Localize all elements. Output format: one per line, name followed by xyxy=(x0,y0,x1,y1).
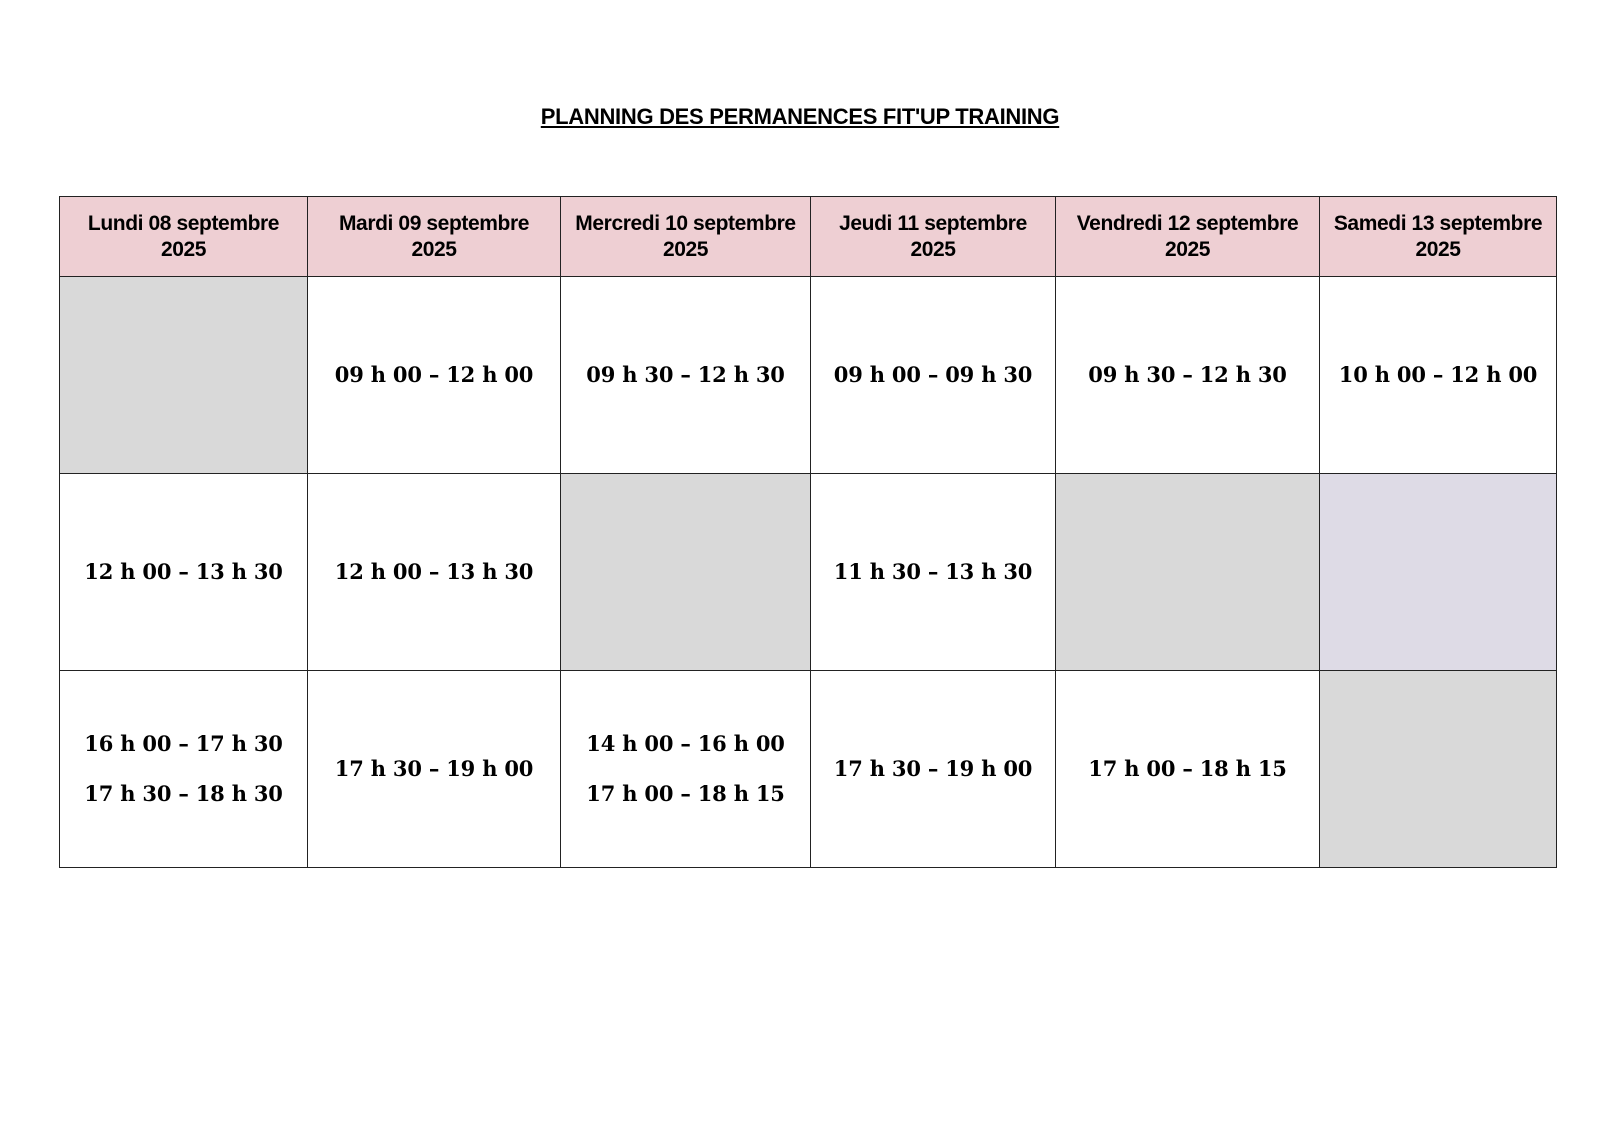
slot-cell-tuesday xyxy=(308,474,561,671)
day-name: Mercredi 10 septembre xyxy=(575,211,796,235)
day-name: Jeudi 11 septembre xyxy=(839,211,1027,235)
slot-cell-thursday xyxy=(811,277,1056,474)
slot-cell-tuesday xyxy=(308,671,561,868)
slot-cell-saturday xyxy=(1320,277,1557,474)
slot-cell-thursday xyxy=(811,671,1056,868)
slot-cell-wednesday xyxy=(561,277,811,474)
day-header-thursday xyxy=(811,197,1056,277)
day-year: 2025 xyxy=(1164,237,1211,261)
time-range: 09 h 00 – 09 h 30 xyxy=(833,362,1033,387)
day-year: 2025 xyxy=(411,237,457,261)
day-year: 2025 xyxy=(1415,237,1461,261)
schedule-body xyxy=(60,277,1557,868)
time-range: 09 h 30 – 12 h 30 xyxy=(586,362,785,387)
day-name: Vendredi 12 septembre xyxy=(1076,211,1299,235)
slot-cell-wednesday xyxy=(561,474,811,671)
schedule-table xyxy=(59,196,1557,868)
day-name: Mardi 09 septembre xyxy=(338,211,530,235)
slot-cell-saturday xyxy=(1320,474,1557,671)
header-row xyxy=(60,197,1557,277)
time-range: 12 h 00 – 13 h 30 xyxy=(84,559,283,584)
time-range: 17 h 00 – 18 h 15 xyxy=(586,781,785,806)
day-header-tuesday xyxy=(308,197,561,277)
slot-cell-monday xyxy=(60,277,308,474)
day-header-friday xyxy=(1056,197,1320,277)
day-name: Lundi 08 septembre xyxy=(87,211,280,235)
slot-cell-wednesday xyxy=(561,671,811,868)
day-year: 2025 xyxy=(160,237,207,261)
time-range: 12 h 00 – 13 h 30 xyxy=(334,559,534,584)
time-range: 17 h 30 – 18 h 30 xyxy=(84,781,283,806)
day-year: 2025 xyxy=(662,237,709,261)
time-range: 17 h 30 – 19 h 00 xyxy=(833,756,1033,781)
slot-cell-friday xyxy=(1056,277,1320,474)
day-header-wednesday xyxy=(561,197,811,277)
day-header-monday xyxy=(60,197,308,277)
slot-cell-monday xyxy=(60,474,308,671)
slot-cell-thursday xyxy=(811,474,1056,671)
time-range: 10 h 00 – 12 h 00 xyxy=(1338,362,1538,387)
time-range: 16 h 00 – 17 h 30 xyxy=(84,731,283,756)
time-range: 17 h 30 – 19 h 00 xyxy=(334,756,534,781)
slot-cell-monday xyxy=(60,671,308,868)
day-name: Samedi 13 septembre xyxy=(1333,211,1543,235)
schedule-row xyxy=(60,277,1557,474)
slot-cell-friday xyxy=(1056,474,1320,671)
time-range: 14 h 00 – 16 h 00 xyxy=(586,731,785,756)
slot-cell-friday xyxy=(1056,671,1320,868)
slot-cell-saturday xyxy=(1320,671,1557,868)
document-title: PLANNING DES PERMANENCES FIT'UP TRAINING xyxy=(540,104,1060,129)
schedule-row xyxy=(60,671,1557,868)
time-range: 11 h 30 – 13 h 30 xyxy=(833,559,1033,584)
slot-cell-tuesday xyxy=(308,277,561,474)
time-range: 09 h 30 – 12 h 30 xyxy=(1088,362,1287,387)
time-range: 17 h 00 – 18 h 15 xyxy=(1088,756,1287,781)
schedule-row xyxy=(60,474,1557,671)
time-range: 09 h 00 – 12 h 00 xyxy=(334,362,534,387)
day-year: 2025 xyxy=(910,237,956,261)
day-header-saturday xyxy=(1320,197,1557,277)
